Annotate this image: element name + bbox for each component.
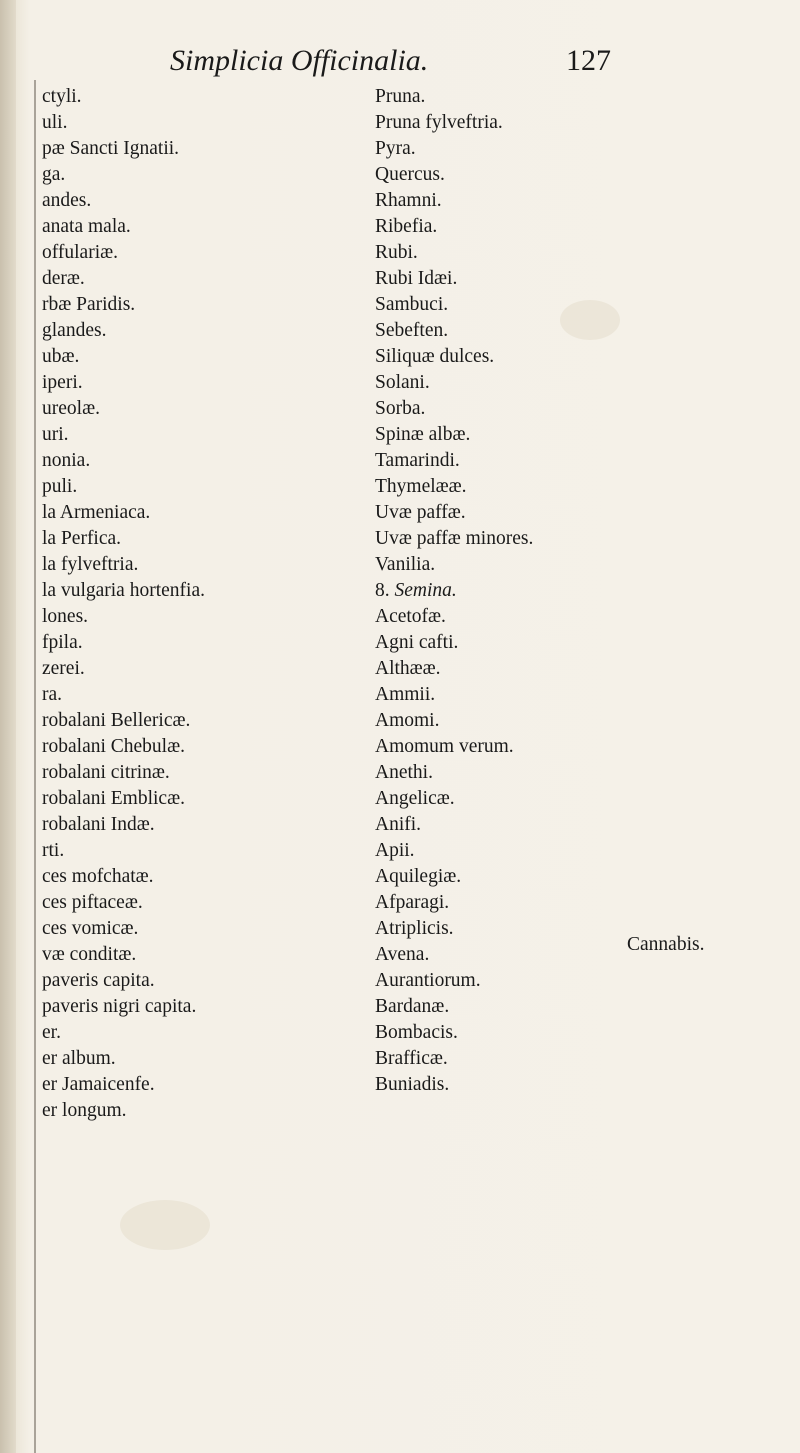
right-entry: Amomi.	[375, 710, 440, 731]
right-entry: Vanilia.	[375, 554, 436, 575]
left-entry: deræ.	[42, 268, 85, 289]
right-entry: Pyra.	[375, 138, 416, 159]
right-entry: Bombacis.	[375, 1022, 458, 1043]
left-entry: ga.	[42, 164, 66, 185]
left-entry: er Jamaicenfe.	[42, 1074, 155, 1095]
right-entry: Acetofæ.	[375, 606, 446, 627]
right-entry: Spinæ albæ.	[375, 424, 471, 445]
left-entry: offulariæ.	[42, 242, 119, 263]
right-entry: Rubi Idæi.	[375, 268, 458, 289]
right-entry: Tamarindi.	[375, 450, 460, 471]
left-entry: er album.	[42, 1048, 116, 1069]
right-entry: Anifi.	[375, 814, 422, 835]
left-column	[40, 84, 370, 1124]
paper-stain	[120, 1200, 210, 1250]
left-entry: paveris nigri capita.	[42, 996, 197, 1017]
left-entry: la vulgaria hortenfia.	[42, 580, 205, 601]
right-entry: Thymelææ.	[375, 476, 467, 497]
right-entry: Quercus.	[375, 164, 445, 185]
left-entry: ces piftaceæ.	[42, 892, 143, 913]
section-number: 8.	[375, 580, 395, 601]
right-entry: Avena.	[375, 944, 430, 965]
running-header	[170, 44, 730, 84]
right-entry: Agni cafti.	[375, 632, 459, 653]
right-column	[375, 84, 795, 1098]
binding-fold	[34, 80, 36, 1453]
left-entry: anata mala.	[42, 216, 131, 237]
right-entry: Rhamni.	[375, 190, 442, 211]
left-entry: ctyli.	[42, 86, 82, 107]
right-entry: Brafficæ.	[375, 1048, 448, 1069]
right-entry: Angelicæ.	[375, 788, 455, 809]
left-entry: væ conditæ.	[42, 944, 137, 965]
page-number: 127	[566, 44, 611, 77]
left-entry: nonia.	[42, 450, 91, 471]
right-entry: Rubi.	[375, 242, 418, 263]
right-entry: Aquilegiæ.	[375, 866, 462, 887]
page-gutter	[0, 0, 16, 1453]
right-entry: Apii.	[375, 840, 415, 861]
right-entry: Afparagi.	[375, 892, 450, 913]
left-entry: paveris capita.	[42, 970, 155, 991]
right-entry: Siliquæ dulces.	[375, 346, 495, 367]
right-entry: Althææ.	[375, 658, 441, 679]
left-entry: ces vomicæ.	[42, 918, 139, 939]
right-entry: Buniadis.	[375, 1074, 450, 1095]
running-title: Simplicia Officinalia.	[170, 44, 429, 77]
section-label: Semina.	[394, 580, 457, 601]
left-entry: andes.	[42, 190, 92, 211]
left-entry: la Perfica.	[42, 528, 122, 549]
left-entry: ces mofchatæ.	[42, 866, 154, 887]
left-entry: zerei.	[42, 658, 85, 679]
right-entry: Ribefia.	[375, 216, 438, 237]
left-entry: lones.	[42, 606, 89, 627]
left-entry: rti.	[42, 840, 65, 861]
right-entry: Uvæ paffæ.	[375, 502, 466, 523]
right-entry: Amomum verum.	[375, 736, 514, 757]
left-entry: robalani Indæ.	[42, 814, 155, 835]
left-entry: robalani citrinæ.	[42, 762, 170, 783]
right-entry: Atriplicis.	[375, 918, 454, 939]
left-entry: glandes.	[42, 320, 107, 341]
right-entry: Uvæ paffæ minores.	[375, 528, 534, 549]
right-entry: Aurantiorum.	[375, 970, 481, 991]
left-entry: rbæ Paridis.	[42, 294, 136, 315]
left-entry: robalani Bellericæ.	[42, 710, 191, 731]
right-entry: Ammii.	[375, 684, 436, 705]
left-entry: fpila.	[42, 632, 83, 653]
left-entry: la fylveftria.	[42, 554, 139, 575]
left-entry: pæ Sancti Ignatii.	[42, 138, 180, 159]
left-entry: puli.	[42, 476, 78, 497]
left-entry: ra.	[42, 684, 63, 705]
left-entry: er longum.	[42, 1100, 127, 1121]
right-entry: Pruna.	[375, 86, 426, 107]
left-entry: robalani Emblicæ.	[42, 788, 185, 809]
catchword: Cannabis.	[627, 934, 705, 955]
right-entry: Solani.	[375, 372, 430, 393]
left-entry: uri.	[42, 424, 69, 445]
right-entry: Sorba.	[375, 398, 426, 419]
right-entry: Anethi.	[375, 762, 433, 783]
right-entry: Sebeften.	[375, 320, 449, 341]
right-entry: Bardanæ.	[375, 996, 450, 1017]
left-entry: robalani Chebulæ.	[42, 736, 185, 757]
left-entry: ureolæ.	[42, 398, 100, 419]
left-entry: uli.	[42, 112, 68, 133]
right-entry: Pruna fylveftria.	[375, 112, 503, 133]
left-entry: er.	[42, 1022, 61, 1043]
left-entry: iperi.	[42, 372, 83, 393]
left-entry: ubæ.	[42, 346, 80, 367]
section-heading	[375, 578, 795, 604]
left-entry: la Armeniaca.	[42, 502, 151, 523]
right-entry: Sambuci.	[375, 294, 449, 315]
